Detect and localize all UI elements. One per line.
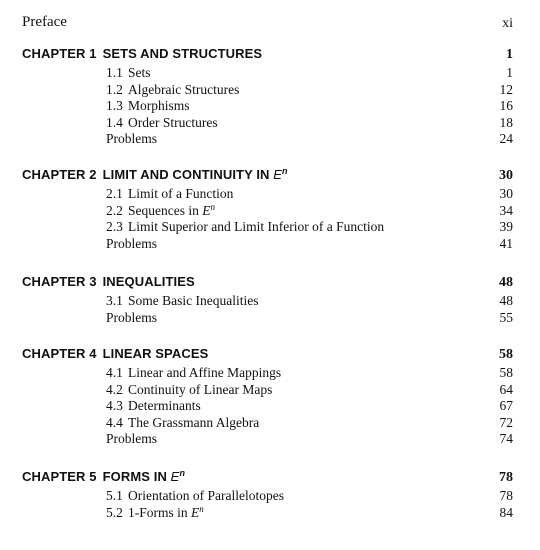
section-title: Problems bbox=[106, 131, 158, 146]
section-page-number: 18 bbox=[499, 114, 513, 130]
section-entry[interactable] bbox=[106, 219, 384, 235]
section-title: Linear and Affine Mappings bbox=[128, 365, 282, 380]
section-page-number: 30 bbox=[499, 186, 513, 201]
math-superscript: n bbox=[282, 166, 288, 176]
section-entry[interactable] bbox=[106, 488, 284, 504]
math-superscript: n bbox=[210, 201, 215, 212]
section-page-number: 39 bbox=[499, 219, 513, 234]
section-title: The Grassmann Algebra bbox=[128, 414, 260, 430]
section-number: 4.3 bbox=[106, 398, 123, 413]
section-page-number: 48 bbox=[499, 293, 513, 308]
chapter-page-number: 58 bbox=[499, 347, 513, 362]
section-title: Determinants bbox=[128, 398, 201, 413]
section-entry[interactable] bbox=[106, 415, 259, 431]
section-number: 4.2 bbox=[106, 381, 123, 397]
section-entry[interactable] bbox=[106, 505, 204, 521]
chapter-name: LINEAR SPACES bbox=[102, 346, 209, 361]
math-superscript: n bbox=[179, 468, 186, 478]
section-page-number: 74 bbox=[499, 431, 513, 446]
section-title: Problems bbox=[106, 309, 158, 325]
section-number: 2.3 bbox=[106, 219, 123, 234]
section-number: 5.1 bbox=[106, 488, 123, 503]
section-number: 2.2 bbox=[106, 202, 123, 218]
chapter-name: INEQUALITIES bbox=[102, 274, 195, 289]
section-entry[interactable] bbox=[106, 98, 190, 114]
section-number: 5.2 bbox=[106, 504, 123, 520]
section-entry[interactable] bbox=[106, 365, 281, 381]
chapter-page-number: 1 bbox=[506, 47, 513, 62]
section-page-number: 55 bbox=[499, 309, 513, 325]
section-title: Some Basic Inequalities bbox=[128, 293, 259, 308]
section-entry[interactable] bbox=[106, 186, 233, 202]
chapter-title[interactable] bbox=[22, 346, 208, 361]
section-title: Problems bbox=[106, 235, 158, 251]
section-page-number: 64 bbox=[499, 381, 513, 397]
section-entry[interactable] bbox=[106, 65, 151, 81]
section-title: Limit Superior and Limit Inferior of a Function bbox=[128, 219, 385, 234]
section-entry[interactable] bbox=[106, 203, 215, 219]
section-page-number: 16 bbox=[499, 98, 513, 113]
chapter-label: CHAPTER 5 bbox=[22, 469, 97, 484]
chapter-label: CHAPTER 2 bbox=[22, 167, 97, 182]
section-number: 1.4 bbox=[106, 114, 123, 130]
section-page-number: 72 bbox=[499, 414, 513, 430]
section-page-number: 84 bbox=[499, 504, 513, 520]
section-entry[interactable] bbox=[106, 382, 272, 398]
chapter-title[interactable] bbox=[22, 46, 262, 61]
section-entry[interactable] bbox=[106, 236, 157, 252]
section-title: Problems bbox=[106, 431, 158, 446]
section-title: Morphisms bbox=[128, 98, 190, 113]
section-title: Orientation of Parallelotopes bbox=[128, 488, 284, 503]
section-entry[interactable] bbox=[106, 431, 157, 447]
section-entry[interactable] bbox=[106, 310, 157, 326]
section-title: Continuity of Linear Maps bbox=[128, 381, 273, 397]
chapter-label: CHAPTER 4 bbox=[22, 346, 97, 361]
section-title: 1-Forms in bbox=[128, 504, 192, 520]
math-superscript: n bbox=[199, 503, 204, 514]
section-page-number: 12 bbox=[499, 81, 513, 97]
chapter-name: LIMIT AND CONTINUITY IN bbox=[102, 167, 274, 182]
section-number: 2.1 bbox=[106, 186, 123, 201]
section-page-number: 1 bbox=[506, 65, 513, 80]
math-symbol: E bbox=[202, 202, 211, 218]
chapter-title[interactable] bbox=[22, 167, 288, 182]
section-entry[interactable] bbox=[106, 115, 218, 131]
chapter-title[interactable] bbox=[22, 469, 185, 484]
section-page-number: 24 bbox=[499, 131, 513, 146]
math-symbol: E bbox=[273, 167, 283, 182]
chapter-name: FORMS IN bbox=[102, 469, 171, 484]
section-entry[interactable] bbox=[106, 293, 258, 309]
section-title: Order Structures bbox=[128, 114, 218, 130]
section-page-number: 34 bbox=[499, 202, 513, 218]
section-number: 4.4 bbox=[106, 414, 123, 430]
math-symbol: E bbox=[191, 504, 200, 520]
chapter-title[interactable] bbox=[22, 274, 195, 289]
section-number: 1.3 bbox=[106, 98, 123, 113]
chapter-label: CHAPTER 3 bbox=[22, 274, 97, 289]
section-page-number: 41 bbox=[499, 235, 513, 251]
section-title: Sequences in bbox=[128, 202, 203, 218]
preface-page-number: xi bbox=[502, 16, 513, 31]
section-page-number: 58 bbox=[499, 365, 513, 380]
section-title: Algebraic Structures bbox=[128, 81, 240, 97]
chapter-name: SETS AND STRUCTURES bbox=[102, 46, 263, 61]
section-entry[interactable] bbox=[106, 82, 239, 98]
section-title: Limit of a Function bbox=[128, 186, 234, 201]
section-number: 4.1 bbox=[106, 365, 123, 380]
chapter-label: CHAPTER 1 bbox=[22, 46, 97, 61]
section-number: 1.2 bbox=[106, 81, 123, 97]
chapter-page-number: 30 bbox=[499, 168, 513, 183]
section-entry[interactable] bbox=[106, 398, 201, 414]
section-number: 1.1 bbox=[106, 65, 123, 80]
section-title: Sets bbox=[128, 65, 151, 80]
chapter-page-number: 78 bbox=[499, 470, 513, 485]
section-entry[interactable] bbox=[106, 131, 157, 147]
section-page-number: 78 bbox=[499, 488, 513, 503]
section-number: 3.1 bbox=[106, 293, 123, 308]
chapter-page-number: 48 bbox=[499, 275, 513, 290]
section-page-number: 67 bbox=[499, 398, 513, 413]
preface-entry: Preface bbox=[22, 14, 67, 30]
math-symbol: E bbox=[170, 469, 180, 484]
